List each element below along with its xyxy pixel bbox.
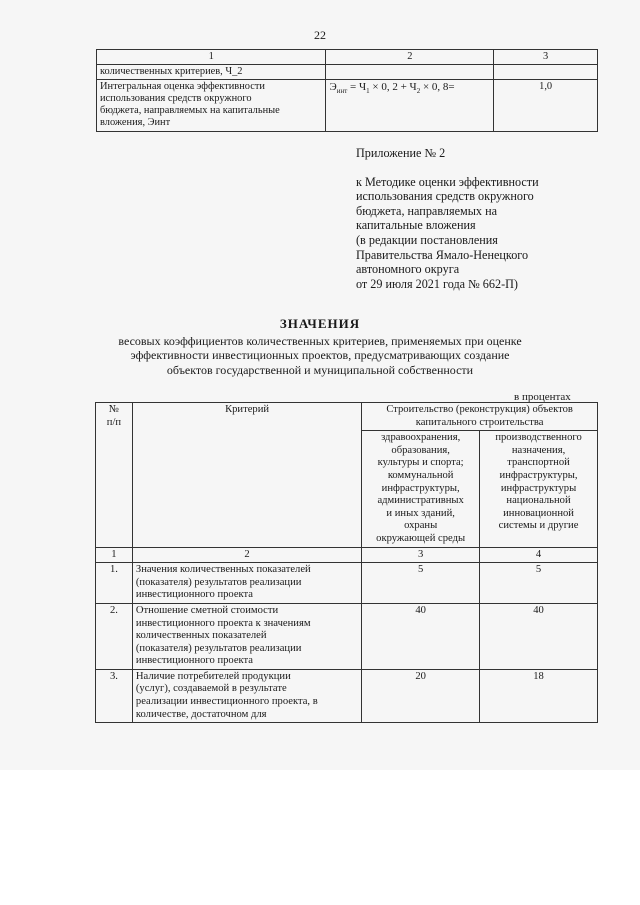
col-header-2: 2 <box>326 50 494 65</box>
weight-social: 40 <box>362 603 480 669</box>
weights-table <box>95 402 598 723</box>
continuation-table <box>96 49 598 132</box>
col-header-social: здравоохранения, образования, культуры и спорта; коммунальной инфраструктуры, административных и иных зданий, охраны окружающей среды <box>362 431 480 547</box>
heading-title: ЗНАЧЕНИЯ <box>279 316 361 331</box>
appendix-line: использования средств окружного <box>356 189 534 204</box>
criterion-cell: Отношение сметной стоимости инвестиционного проекта к значениям количественных показателей (показателя) результатов реализации инвестиционного проекта <box>132 603 361 669</box>
appendix-line: от 29 июля 2021 года № 662-П) <box>356 276 518 291</box>
heading-line: весовых коэффициентов количественных критериев, применяемых при оценке <box>118 334 522 348</box>
row-number: 1. <box>96 563 133 604</box>
appendix-block <box>356 146 539 291</box>
appendix-line: Правительства Ямало-Ненецкого <box>356 247 529 262</box>
col-header-production: производственного назначения, транспортной инфраструктуры, инфраструктуры национальной инновационной системы и другие <box>480 431 598 547</box>
table-row <box>96 563 598 604</box>
col-header-3: 3 <box>494 50 598 65</box>
heading-line: эффективности инвестиционных проектов, предусматривающих создание <box>130 348 510 363</box>
units-label: в процентах <box>514 391 571 403</box>
numbering-row: 1 2 3 4 <box>96 547 598 563</box>
criterion-cell: Значения количественных показателей (показателя) результатов реализации инвестиционного проекта <box>132 563 361 604</box>
table-header-row <box>97 50 598 65</box>
col-header-1: 1 <box>97 50 326 65</box>
appendix-line: капитальные вложения <box>356 218 476 233</box>
criteria-cell: количественных критериев, Ч_2 <box>97 65 326 80</box>
appendix-line: бюджета, направляемых на <box>356 203 497 218</box>
appendix-title: Приложение № 2 <box>356 146 446 160</box>
integral-estimate-cell: Интегральная оценка эффективности использования средств окружного бюджета, направляемых на капитальные вложения, Эинт <box>97 80 326 132</box>
weight-social: 20 <box>362 669 480 722</box>
col-header-construction: Строительство (реконструкция) объектов капитального строительства <box>362 403 598 431</box>
weight-production: 18 <box>480 669 598 722</box>
criterion-cell: Наличие потребителей продукции (услуг), создаваемой в результате реализации инвестиционного проекта, в количестве, достаточном для <box>132 669 361 722</box>
col-header-criterion: Критерий <box>132 403 361 548</box>
table-row <box>96 669 598 722</box>
weight-production: 5 <box>480 563 598 604</box>
row-number: 2. <box>96 603 133 669</box>
value-cell: 1,0 <box>494 80 598 132</box>
col-header-number: № п/п <box>96 403 133 548</box>
table-row <box>96 603 598 669</box>
formula-cell: $Э_{инт} = Ч_1 \times 0$, $2 + Ч_2 \times 0$, 8= <box>326 80 494 132</box>
appendix-line: автономного округа <box>356 262 460 277</box>
weight-social: 5 <box>362 563 480 604</box>
appendix-line: к Методике оценки эффективности <box>356 174 539 189</box>
table-row <box>97 65 598 80</box>
document-heading <box>0 316 640 377</box>
heading-line: объектов государственной и муниципальной собственности <box>166 362 474 377</box>
row-number: 3. <box>96 669 133 722</box>
page-number: 22 <box>314 28 326 42</box>
appendix-line: (в редакции постановления <box>356 232 498 247</box>
weight-production: 40 <box>480 603 598 669</box>
table-row <box>97 80 598 132</box>
